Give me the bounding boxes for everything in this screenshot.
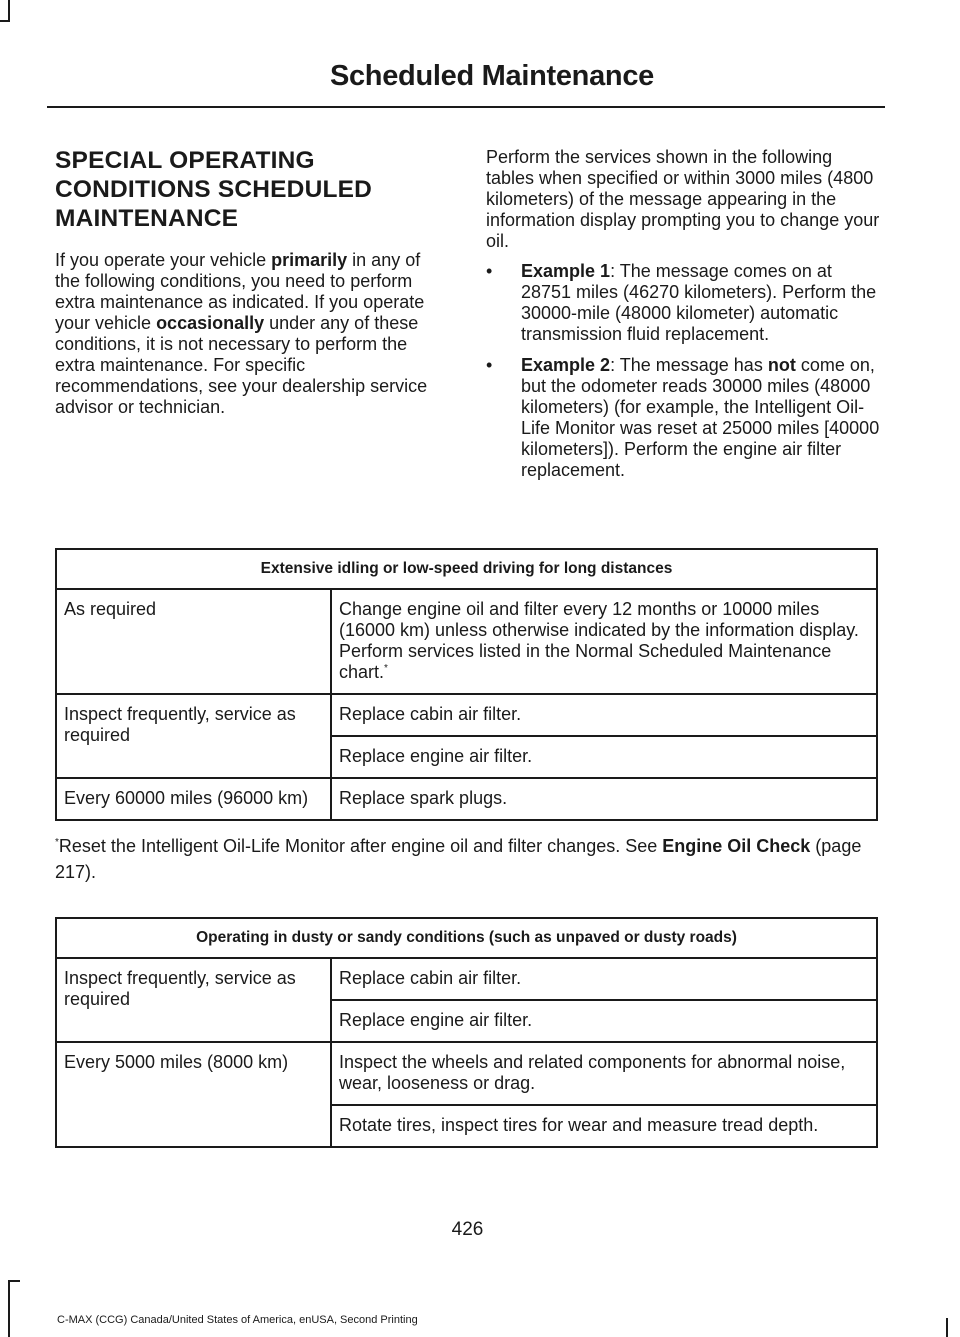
service-cell: Replace spark plugs. <box>331 778 877 820</box>
left-column <box>55 146 450 418</box>
service-cell: Change engine oil and filter every 12 months or 10000 miles (16000 km) unless otherwise indicated by the information display. Perform services listed in the Normal Scheduled Maintenance chart.* <box>331 589 877 694</box>
services-paragraph: Perform the services shown in the following tables when specified or within 3000 miles (4800 kilometers) of the message appearing in the information display prompting you to change your oil. <box>486 147 880 251</box>
service-cell: Replace cabin air filter. <box>331 958 877 1000</box>
table-title: Extensive idling or low-speed driving for long distances <box>56 549 877 589</box>
service-cell: Replace engine air filter. <box>331 1000 877 1042</box>
table-row <box>56 778 877 820</box>
table-header-row <box>56 549 877 589</box>
list-item-example-2: • Example 2: The message has not come on, but the odometer reads 30000 miles (48000 kilometers) (for example, the Intelligent Oil-Life Monitor was reset at 25000 miles [40000 kilometers]). Perform the engine air filter replacement. <box>486 355 880 480</box>
crop-mark-top-left-v <box>8 0 10 22</box>
footnote-marker: * <box>384 663 388 674</box>
examples-list <box>486 261 881 481</box>
crop-mark-bottom-left-h <box>8 1280 20 1282</box>
crop-mark-bottom-right-v <box>946 1318 948 1337</box>
section-title: SPECIAL OPERATING CONDITIONS SCHEDULED MAINTENANCE <box>55 147 373 232</box>
service-cell: Replace engine air filter. <box>331 736 877 778</box>
page-number: 426 <box>451 1219 484 1240</box>
header-rule <box>47 106 885 108</box>
footer-text: C-MAX (CCG) Canada/United States of America, enUSA, Second Printing <box>57 1314 418 1326</box>
table-footnote: *Reset the Intelligent Oil-Life Monitor after engine oil and filter changes. See Engine Oil Check (page 217). <box>55 836 862 882</box>
table-header-row <box>56 918 877 958</box>
interval-cell: Inspect frequently, service as required <box>56 958 331 1042</box>
emphasis-occasionally: occasionally <box>156 313 265 333</box>
interval-cell: As required <box>56 589 331 694</box>
list-item-example-1: • Example 1: The message comes on at 28751 miles (46270 kilometers). Perform the 30000-mile (48000 kilometer) automatic transmission fluid replacement. <box>486 261 877 344</box>
right-column <box>486 147 881 491</box>
interval-cell: Every 60000 miles (96000 km) <box>56 778 331 820</box>
service-cell: Rotate tires, inspect tires for wear and measure tread depth. <box>331 1105 877 1147</box>
table-idling <box>55 548 878 821</box>
table-row <box>56 1042 877 1105</box>
engine-oil-check-link[interactable]: Engine Oil Check <box>662 836 811 856</box>
table-row <box>56 958 877 1000</box>
service-cell: Replace cabin air filter. <box>331 694 877 736</box>
table-row <box>56 589 877 694</box>
table-title: Operating in dusty or sandy conditions (such as unpaved or dusty roads) <box>56 918 877 958</box>
interval-cell: Every 5000 miles (8000 km) <box>56 1042 331 1147</box>
table-row <box>56 694 877 736</box>
crop-mark-top-left-h <box>0 20 10 22</box>
service-cell: Inspect the wheels and related components for abnormal noise, wear, looseness or drag. <box>331 1042 877 1105</box>
page-header-title: Scheduled Maintenance <box>329 60 654 92</box>
crop-mark-bottom-left-v <box>8 1280 10 1337</box>
interval-cell: Inspect frequently, service as required <box>56 694 331 778</box>
table-dusty <box>55 917 878 1148</box>
intro-paragraph: If you operate your vehicle primarily in any of the following conditions, you need to perform extra maintenance as indicated. If you operate your vehicle occasionally under any of these conditions, it is not necessary to perform the extra maintenance. For specific recommendations, see your dealership service advisor or technician. <box>55 250 428 417</box>
emphasis-primarily: primarily <box>271 250 348 270</box>
bullet-icon: • <box>486 261 493 281</box>
bullet-icon: • <box>486 355 493 375</box>
